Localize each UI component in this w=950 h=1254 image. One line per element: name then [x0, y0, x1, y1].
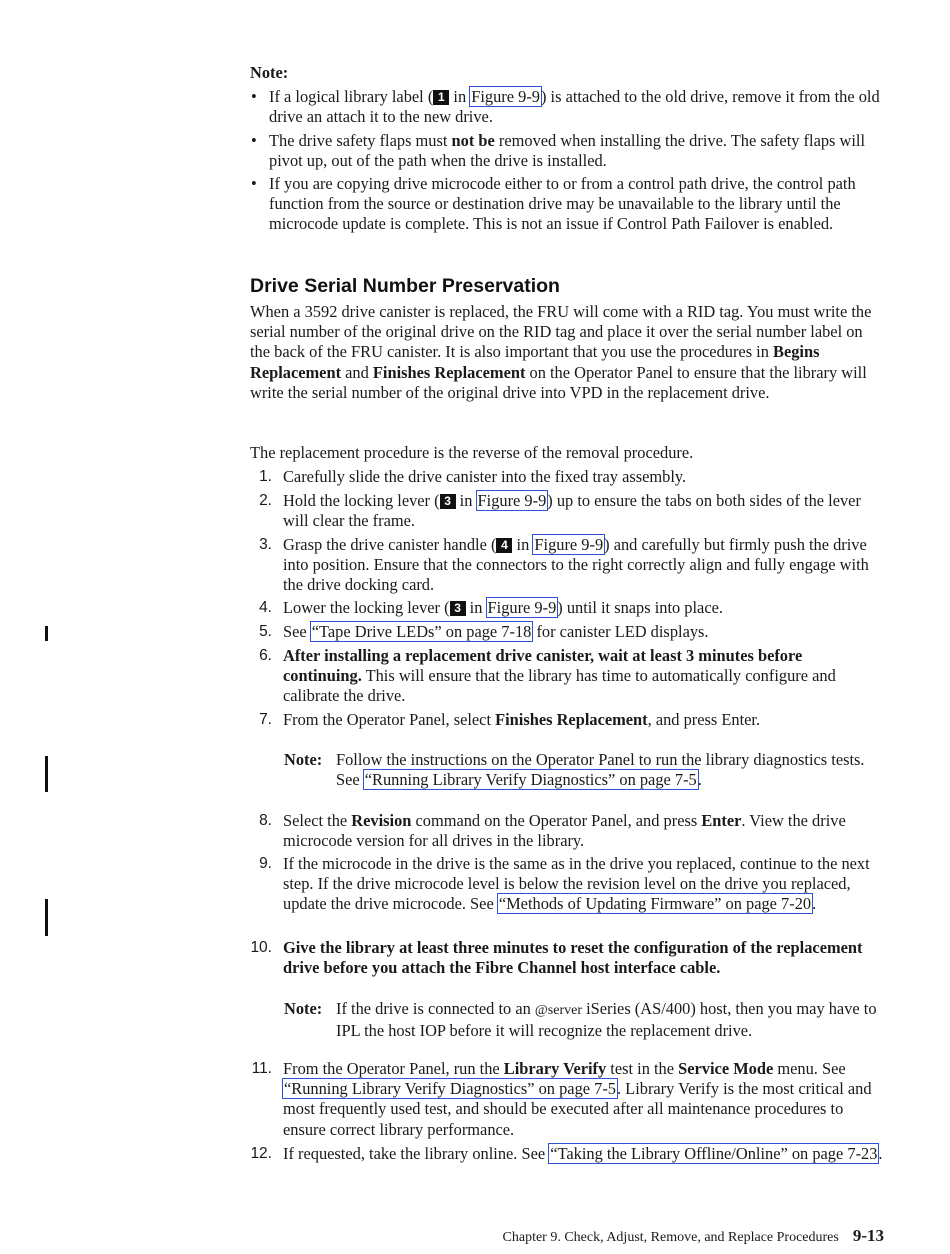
figure-9-9-link[interactable]: Figure 9-9 — [487, 598, 557, 617]
revision-bar — [45, 899, 48, 936]
step-number: 11. — [251, 1060, 272, 1077]
step-number: 2. — [259, 492, 272, 509]
note-bullet-2: • The drive safety flaps must not be removed when installing the drive. The safety flaps will pivot up, out of the path when the drive is installed. — [250, 131, 890, 171]
step-12: If requested, take the library online. See “Taking the Library Offline/Online” on page 7-23. — [283, 1144, 883, 1163]
step-11: From the Operator Panel, run the Library Verify test in the Service Mode menu. See “Running Library Verify Diagnostics” on page 7-5. Library Verify is the most critical and most frequently used test, and should be executed after all maintenance procedures to ensure correct library performance. — [283, 1059, 872, 1139]
step-5: See “Tape Drive LEDs” on page 7-18 for canister LED displays. — [283, 622, 709, 641]
step-8: Select the Revision command on the Operator Panel, and press Enter. View the drive microcode version for all drives in the library. — [283, 811, 846, 851]
figure-9-9-link[interactable]: Figure 9-9 — [534, 535, 604, 554]
library-verify-link[interactable]: “Running Library Verify Diagnostics” on page 7-5 — [364, 770, 697, 790]
note-bullet-3: • If you are copying drive microcode either to or from a control path drive, the control path function from the source or destination drive may be unavailable to the library until the microcode update is complete. This is not an issue if Control Path Failover is enabled. — [250, 174, 890, 235]
step-number: 10. — [250, 939, 272, 956]
top-note — [250, 63, 890, 235]
step-7: From the Operator Panel, select Finishes Replacement, and press Enter. — [283, 710, 761, 729]
step-4: Lower the locking lever ( 3 in Figure 9-9) until it snaps into place. — [283, 598, 723, 617]
procedure-intro: The replacement procedure is the reverse of the removal procedure. — [250, 443, 694, 462]
step-number: 9. — [259, 855, 272, 872]
tape-drive-leds-link[interactable]: “Tape Drive LEDs” on page 7-18 — [311, 622, 532, 641]
step-7-note: Follow the instructions on the Operator Panel to run the library diagnostics tests. See “Running Library Verify Diagnostics” on page 7-5. — [336, 750, 865, 790]
step-number: 4. — [259, 599, 272, 616]
step-9: If the microcode in the drive is the same as in the drive you replaced, continue to the next step. If the drive microcode level is below the revision level on the drive you replaced, update the drive microcode. See “Methods of Updating Firmware” on page 7-20. — [283, 854, 870, 914]
note-label: Note: — [284, 750, 323, 769]
callout-1-icon: 1 — [433, 90, 449, 105]
step-number: 6. — [259, 647, 272, 664]
step-number: 5. — [259, 623, 272, 640]
section-heading: Drive Serial Number Preservation — [250, 275, 560, 297]
figure-9-9-link[interactable]: Figure 9-9 — [471, 87, 540, 107]
step-2: Hold the locking lever ( 3 in Figure 9-9) up to ensure the tabs on both sides of the lever will clear the frame. — [283, 491, 861, 531]
updating-firmware-link[interactable]: “Methods of Updating Firmware” on page 7-20 — [498, 894, 812, 914]
intro-paragraph: When a 3592 drive canister is replaced, the FRU will come with a RID tag. You must write the serial number of the original drive on the RID tag and place it over the serial number label on the back of the FRU canister. It is also important that you use the procedures in Begins Replacement and Finishes Replacement on the Operator Panel to ensure that the library will write the serial number of the original drive into VPD in the replacement drive. — [250, 302, 872, 402]
callout-3-icon: 3 — [450, 601, 466, 616]
chapter-title: Chapter 9. Check, Adjust, Remove, and Replace Procedures — [502, 1230, 839, 1245]
library-verify-link[interactable]: “Running Library Verify Diagnostics” on page 7-5 — [284, 1079, 616, 1099]
step-3: Grasp the drive canister handle ( 4 in Figure 9-9) and carefully but firmly push the drive into position. Ensure that the connectors to the right correctly align and fully engage with the drive docking card. — [283, 535, 869, 595]
step-1: Carefully slide the drive canister into the fixed tray assembly. — [283, 467, 687, 486]
callout-3-icon: 3 — [440, 494, 456, 509]
step-number: 8. — [259, 812, 272, 829]
note-bullet-1: • If a logical library label ( 1 in Figure 9-9) is attached to the old drive, remove it from the old drive an attach it to the new drive. — [250, 87, 890, 127]
revision-bar — [45, 626, 48, 641]
step-number: 3. — [259, 536, 272, 553]
step-number: 1. — [259, 468, 272, 485]
page-footer — [503, 1226, 884, 1248]
callout-4-icon: 4 — [496, 538, 512, 553]
library-offline-online-link[interactable]: “Taking the Library Offline/Online” on page 7-23 — [550, 1144, 878, 1163]
step-10: Give the library at least three minutes to reset the configuration of the replacement drive before you attach the Fibre Channel host interface cable. — [283, 938, 863, 978]
step-6: After installing a replacement drive canister, wait at least 3 minutes before continuing. This will ensure that the library has time to automatically configure and calibrate the drive. — [283, 646, 836, 706]
note-label: Note: — [250, 63, 289, 82]
figure-9-9-link[interactable]: Figure 9-9 — [477, 491, 547, 510]
step-number: 12. — [250, 1145, 272, 1162]
page-number: 9-13 — [852, 1226, 884, 1245]
note-label: Note: — [284, 999, 323, 1018]
step-10-note: If the drive is connected to an @server iSeries (AS/400) host, then you may have to IPL the host IOP before it will recognize the replacement drive. — [336, 999, 877, 1041]
revision-bar — [45, 756, 48, 792]
note-bullet-list — [250, 87, 890, 234]
step-number: 7. — [259, 711, 272, 728]
eserver-logo: @server — [534, 1003, 582, 1018]
